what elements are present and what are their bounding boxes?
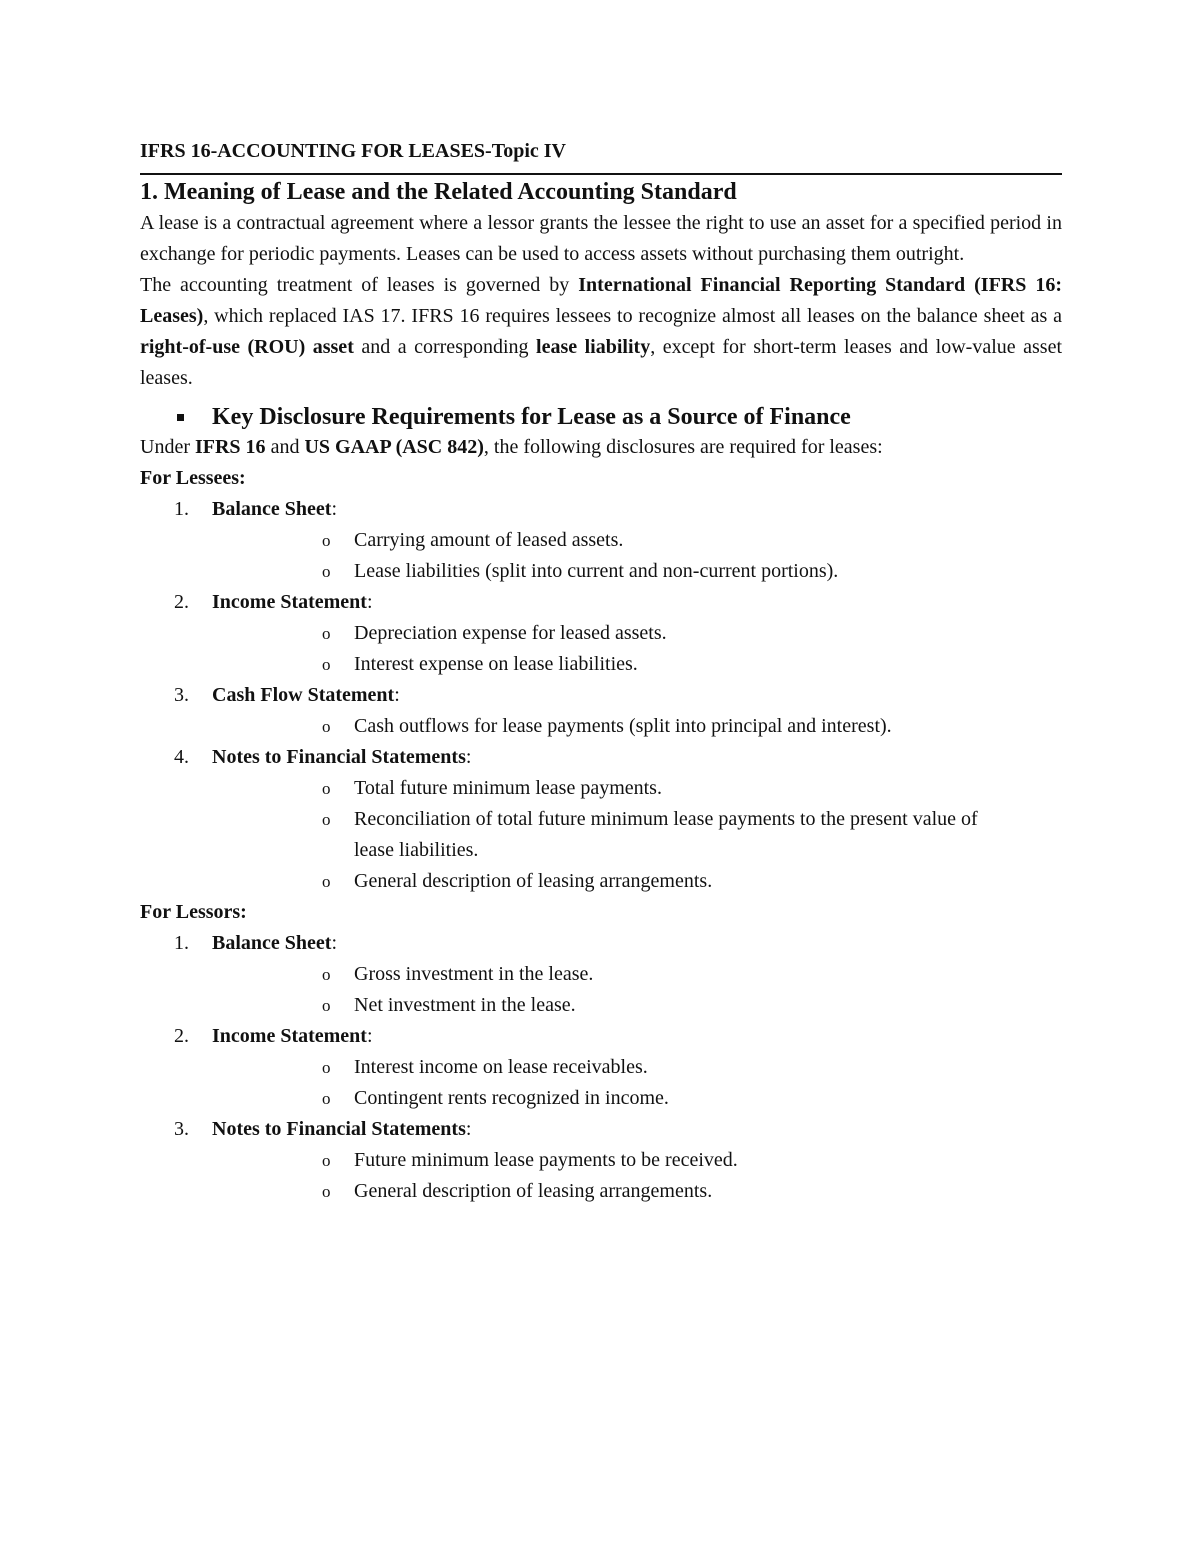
section-1-paragraph-1: A lease is a contractual agreement where a lessor grants the lessee the right to use an asset for a specified period in exchange for periodic payments. Leases can be used to access assets without purchasing them outright.: [140, 212, 1062, 265]
list-item-colon: :: [331, 932, 337, 954]
lessors-list: [140, 928, 1062, 1207]
circle-bullet-icon: o: [322, 965, 331, 984]
sub-list-item-text: Future minimum lease payments to be received.: [354, 1149, 738, 1171]
section-2-heading-text: Key Disclosure Requirements for Lease as a Source of Finance: [212, 404, 851, 430]
document-page: [140, 138, 1062, 1207]
list-item: [140, 587, 1062, 680]
circle-bullet-icon: o: [322, 779, 331, 798]
list-item: [140, 928, 1062, 1021]
list-item: [140, 494, 1062, 587]
sub-list-item: [212, 1083, 1062, 1114]
list-number: 1.: [174, 498, 189, 520]
list-item-title: Notes to Financial Statements: [212, 1118, 466, 1140]
lessees-label: For Lessees:: [140, 467, 246, 489]
sub-list-item-text: Interest income on lease receivables.: [354, 1056, 648, 1078]
sub-list-item: [212, 556, 1062, 587]
list-item-title: Income Statement: [212, 591, 367, 613]
section-1-paragraph-2: [140, 270, 1062, 394]
lessors-label: For Lessors:: [140, 901, 247, 923]
sub-list-item: [212, 866, 1062, 897]
sub-list: [212, 773, 1062, 897]
list-item-title: Income Statement: [212, 1025, 367, 1047]
sub-list-item: [212, 525, 1062, 556]
section-1-heading: 1. Meaning of Lease and the Related Accounting Standard: [140, 179, 737, 205]
lessees-list: [140, 494, 1062, 897]
sub-list: [212, 525, 1062, 587]
circle-bullet-icon: o: [322, 872, 331, 891]
circle-bullet-icon: o: [322, 1151, 331, 1170]
sub-list-item-text: Interest expense on lease liabilities.: [354, 653, 638, 675]
list-number: 2.: [174, 591, 189, 613]
sub-list-item-text: Contingent rents recognized in income.: [354, 1087, 669, 1109]
circle-bullet-icon: o: [322, 531, 331, 550]
para-text: , which replaced IAS 17. IFRS 16 requires lessees to recognize almost all leases on the balance sheet as a: [203, 305, 1062, 327]
list-number: 4.: [174, 746, 189, 768]
sub-list-item-text: Reconciliation of total future minimum lease payments to the present value of lease liabilities.: [354, 808, 978, 861]
list-item-colon: :: [465, 1118, 472, 1140]
sub-list-item: [212, 959, 1062, 990]
list-item-title: Balance Sheet: [212, 498, 332, 520]
sub-list: [212, 618, 1062, 680]
list-number: 2.: [174, 1025, 189, 1047]
section-2-intro: [140, 432, 1062, 463]
list-item: [140, 1114, 1062, 1207]
list-item-colon: :: [366, 591, 373, 613]
sub-list-item-text: General description of leasing arrangements.: [354, 1180, 713, 1202]
document-title: IFRS 16-ACCOUNTING FOR LEASES-Topic IV: [140, 138, 1062, 175]
sub-list-item: [212, 1145, 1062, 1176]
sub-list-item: [212, 804, 1062, 866]
circle-bullet-icon: o: [322, 717, 331, 736]
sub-list-item: [212, 1052, 1062, 1083]
bold-text-ifrs16: International Financial Reporting Standard (IFRS 16: Leases): [140, 274, 1062, 327]
sub-list-item-text: Net investment in the lease.: [354, 994, 576, 1016]
bold-text-ifrs16: IFRS 16: [194, 436, 266, 458]
sub-list-item: [212, 618, 1062, 649]
sub-list-item: [212, 773, 1062, 804]
list-item-colon: :: [394, 684, 400, 706]
list-item-title: Balance Sheet: [212, 932, 332, 954]
sub-list-item-text: Total future minimum lease payments.: [354, 777, 662, 799]
sub-list: [212, 711, 1062, 742]
sub-list-item-text: Gross investment in the lease.: [354, 963, 594, 985]
sub-list-item: [212, 1176, 1062, 1207]
list-item-colon: :: [366, 1025, 373, 1047]
circle-bullet-icon: o: [322, 1182, 331, 1201]
list-number: 1.: [174, 932, 189, 954]
list-number: 3.: [174, 1118, 189, 1140]
list-item-colon: :: [465, 746, 472, 768]
sub-list-item: [212, 711, 1062, 742]
sub-list-item: [212, 990, 1062, 1021]
para-text: , the following disclosures are required for leases:: [483, 436, 883, 458]
para-text: The accounting treatment of leases is governed by: [140, 274, 579, 296]
square-bullet-icon: [177, 414, 184, 421]
sub-list-item-text: Carrying amount of leased assets.: [354, 529, 624, 551]
sub-list-item-text: General description of leasing arrangements.: [354, 870, 713, 892]
circle-bullet-icon: o: [322, 624, 331, 643]
para-text: and: [265, 436, 305, 458]
sub-list: [212, 959, 1062, 1021]
list-item-colon: :: [331, 498, 337, 520]
sub-list: [212, 1052, 1062, 1114]
bold-text-rou-asset: right-of-use (ROU) asset: [140, 336, 354, 358]
list-item-title: Notes to Financial Statements: [212, 746, 466, 768]
para-text: and a corresponding: [353, 336, 537, 358]
circle-bullet-icon: o: [322, 1089, 331, 1108]
para-text: , except for short-term leases and low-value asset leases.: [140, 336, 1062, 389]
circle-bullet-icon: o: [322, 562, 331, 581]
circle-bullet-icon: o: [322, 996, 331, 1015]
sub-list: [212, 1145, 1062, 1207]
sub-list-item-text: Cash outflows for lease payments (split into principal and interest).: [354, 715, 892, 737]
sub-list-item: [212, 649, 1062, 680]
circle-bullet-icon: o: [322, 1058, 331, 1077]
circle-bullet-icon: o: [322, 655, 331, 674]
section-2-heading: [140, 402, 1062, 432]
para-text: Under: [140, 436, 195, 458]
circle-bullet-icon: o: [322, 810, 331, 829]
list-item: [140, 680, 1062, 742]
bold-text-us-gaap: US GAAP (ASC 842): [304, 436, 484, 458]
bold-text-lease-liability: lease liability: [536, 336, 651, 358]
list-number: 3.: [174, 684, 189, 706]
sub-list-item-text: Depreciation expense for leased assets.: [354, 622, 667, 644]
list-item-title: Cash Flow Statement: [212, 684, 395, 706]
sub-list-item-text: Lease liabilities (split into current and non-current portions).: [354, 560, 839, 582]
list-item: [140, 1021, 1062, 1114]
list-item: [140, 742, 1062, 897]
